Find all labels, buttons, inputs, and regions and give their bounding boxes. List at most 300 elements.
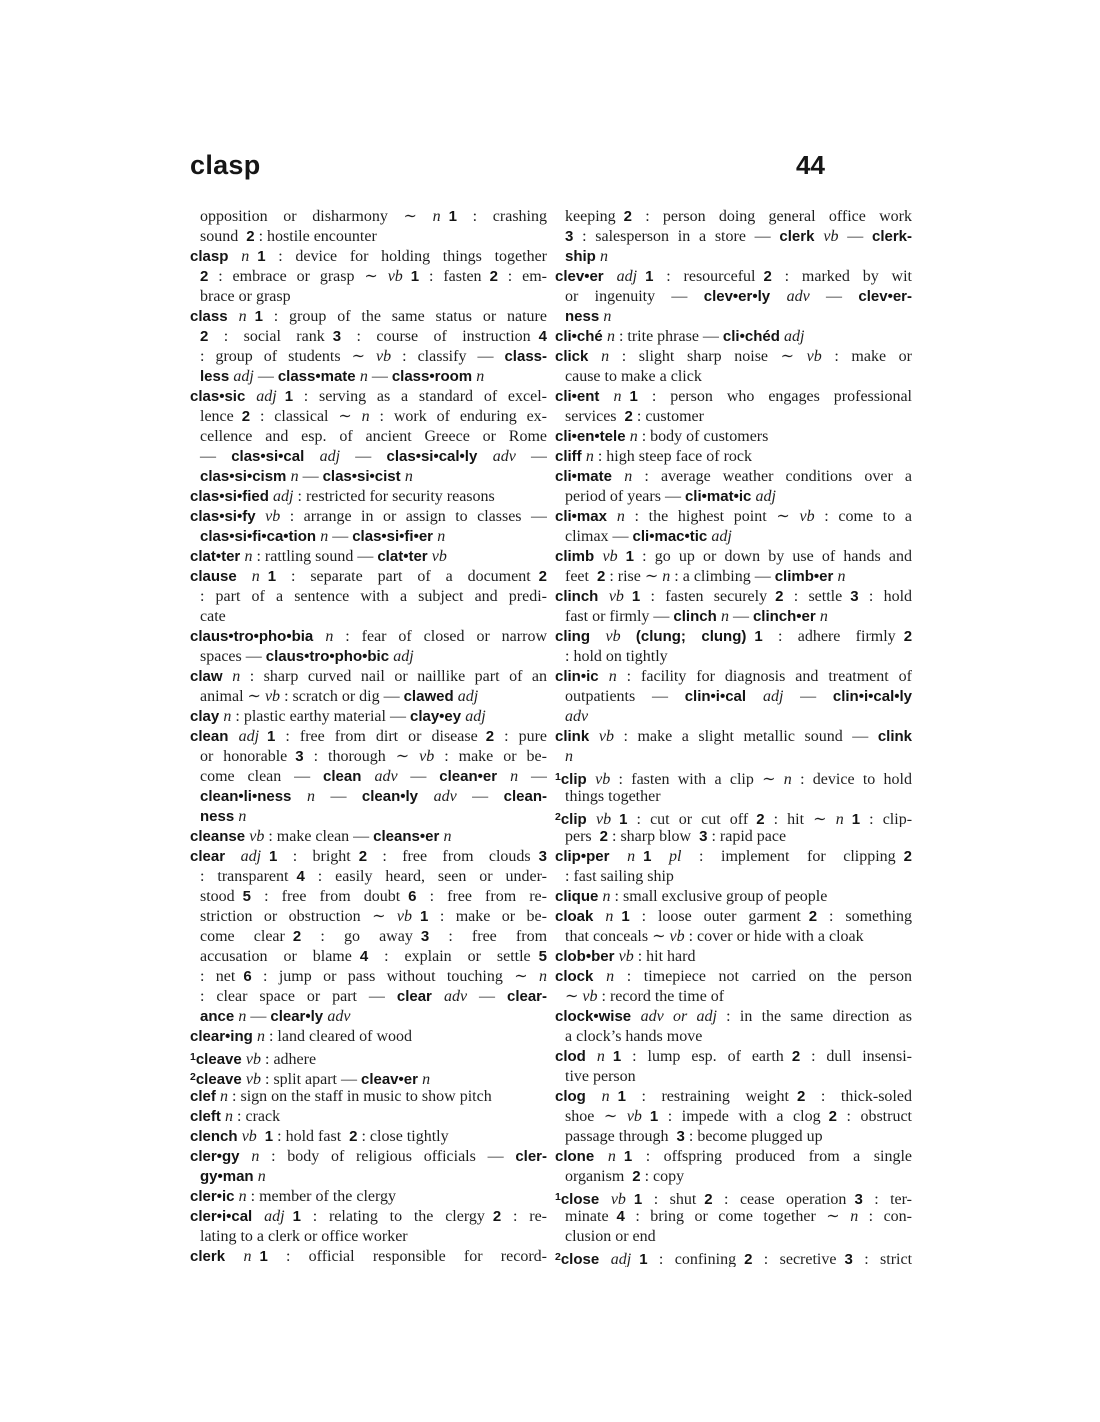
definition-text: : rise ∼ — [605, 568, 663, 585]
definition-text: organism — [565, 1168, 633, 1185]
bold-text: claus•tro•pho•bia — [190, 628, 326, 645]
pos-label: n — [238, 808, 247, 825]
definition-text — [631, 1251, 639, 1267]
bold-text: 3 — [850, 588, 859, 605]
definition-text: passage through — [565, 1128, 677, 1145]
pos-label: adv — [327, 1008, 351, 1025]
pos-label: vb — [376, 348, 392, 365]
definition-text: : bright — [277, 848, 359, 865]
definition-text: feet — [565, 568, 597, 585]
definition-text: cellence and esp. of ancient Greece or Rome — [200, 428, 547, 445]
definition-text: : hit ∼ — [764, 811, 836, 827]
pos-label: n — [232, 668, 241, 685]
dictionary-line — [555, 547, 912, 567]
dictionary-line — [190, 707, 547, 727]
dictionary-line — [555, 267, 912, 287]
definition-text: — — [397, 768, 440, 785]
definition-text: or honorable — [200, 748, 296, 765]
definition-text — [412, 908, 420, 925]
dictionary-line — [555, 787, 912, 807]
definition-text: : thick-soled — [805, 1088, 912, 1105]
pos-label: adv — [786, 288, 810, 305]
definition-text: — — [838, 228, 872, 245]
pos-label: n — [251, 1148, 260, 1165]
definition-text: services — [565, 408, 625, 425]
bold-text: 2 — [489, 268, 498, 285]
dictionary-line — [555, 227, 912, 247]
definition-text: : loose outer garment — [629, 908, 809, 925]
pos-label: adj — [264, 1208, 285, 1225]
bold-text: clear — [396, 988, 444, 1005]
dictionary-line — [555, 1187, 912, 1207]
dictionary-line — [190, 1007, 547, 1027]
bold-text: clip — [560, 771, 596, 787]
bold-text: 3 — [332, 328, 342, 345]
definition-text: : serving as a standard of excel- — [293, 388, 547, 405]
bold-text: clip•per — [555, 848, 628, 865]
bold-text: 3 — [295, 748, 304, 765]
pos-label: vb — [249, 828, 265, 845]
definition-text: : land cleared of wood — [264, 1028, 413, 1045]
definition-text: : in the same direction as — [716, 1008, 912, 1025]
bold-text: close — [560, 1251, 611, 1267]
pos-label: vb — [265, 508, 281, 525]
definition-text: : become plugged up — [684, 1128, 823, 1145]
bold-text: climb — [555, 548, 603, 565]
bold-text: 1 — [448, 208, 457, 225]
bold-text: clinch — [555, 588, 609, 605]
definition-text: : social rank — [208, 328, 333, 345]
bold-text: class — [190, 308, 239, 325]
dictionary-line — [555, 1047, 912, 1067]
bold-text: 4 — [359, 948, 369, 965]
pos-label: adj — [273, 488, 294, 505]
bold-text: ance — [200, 1008, 239, 1025]
definition-text — [277, 388, 285, 405]
bold-text: 1 — [649, 1108, 659, 1125]
dictionary-line — [555, 1147, 912, 1167]
pos-label: vb — [669, 928, 685, 945]
homograph-number: 1 — [190, 1051, 196, 1063]
dictionary-line — [555, 387, 912, 407]
pos-label: n — [359, 368, 368, 385]
pos-label: vb — [799, 508, 815, 525]
bold-text: cloak — [555, 908, 606, 925]
definition-text: : go away — [301, 928, 421, 945]
pos-label: vb — [245, 1071, 261, 1087]
definition-text — [642, 1108, 650, 1125]
pos-label: n — [241, 248, 250, 265]
dictionary-line — [190, 727, 547, 747]
bold-text: clause — [190, 568, 252, 585]
dictionary-line — [555, 707, 912, 727]
pos-label: vb — [806, 348, 822, 365]
dictionary-line — [555, 1087, 912, 1107]
dictionary-line — [555, 667, 912, 687]
bold-text: 1 — [631, 588, 641, 605]
bold-text: 1 — [269, 848, 278, 865]
bold-text: 6 — [408, 888, 417, 905]
definition-text: : marked by wit — [771, 268, 912, 285]
pos-label: adj — [319, 448, 341, 465]
definition-text — [621, 628, 636, 645]
definition-text: : clip- — [860, 811, 912, 827]
bold-text: 2 — [756, 811, 765, 827]
bold-text: clear•ing — [190, 1028, 257, 1045]
dictionary-line — [555, 767, 912, 787]
pos-label: vb — [245, 1051, 261, 1067]
dictionary-line — [555, 1067, 912, 1087]
pos-label: vb — [595, 771, 611, 787]
pos-label: vb — [605, 628, 621, 645]
dictionary-column-right — [555, 207, 912, 1267]
pos-label: adj — [465, 708, 486, 725]
pos-label: n — [662, 568, 671, 585]
bold-text: cli•ché — [555, 328, 607, 345]
definition-text: : bring or come together ∼ — [624, 1208, 851, 1225]
definition-text: brace or grasp — [200, 288, 291, 305]
definition-text: : make or be- — [428, 908, 547, 925]
pos-label: n — [624, 468, 633, 485]
pos-label: n — [606, 328, 615, 345]
definition-text: : net — [200, 968, 244, 985]
pos-label: vb — [419, 748, 435, 765]
definition-text: come clear — [200, 928, 293, 945]
definition-text: : record the time of — [597, 988, 725, 1005]
bold-text: clerk — [779, 228, 824, 245]
definition-text: : cover or hide with a cloak — [684, 928, 864, 945]
bold-text: cleans•er — [373, 828, 444, 845]
pos-label: n — [325, 628, 334, 645]
bold-text: ness — [200, 808, 239, 825]
definition-text: : the highest point ∼ — [624, 508, 800, 525]
dictionary-line — [555, 407, 912, 427]
pos-label: vb — [626, 1108, 642, 1125]
definition-text: : restraining weight — [625, 1088, 797, 1105]
bold-text: 2 — [623, 208, 632, 225]
bold-text: clean — [190, 728, 239, 745]
bold-text: cleft — [190, 1108, 226, 1125]
pos-label: adv or adj — [640, 1008, 717, 1025]
bold-text: 2 — [538, 568, 547, 585]
bold-text: clef — [190, 1088, 221, 1105]
bold-text: 1 — [629, 388, 638, 405]
definition-text: : member of the clergy — [246, 1188, 397, 1205]
definition-text: sound — [200, 228, 247, 245]
bold-text: clean•li•ness — [200, 788, 307, 805]
dictionary-line — [190, 1207, 547, 1227]
definition-text: : split apart — — [261, 1071, 361, 1087]
dictionary-line — [555, 1207, 912, 1227]
bold-text: cli•chéd — [722, 328, 785, 345]
pos-label: n — [225, 1108, 234, 1125]
definition-text: : come to a — [814, 508, 912, 525]
definition-text: accusation or blame — [200, 948, 360, 965]
dictionary-line — [555, 1027, 912, 1047]
bold-text: cli•mat•ic — [684, 488, 756, 505]
definition-text — [618, 548, 626, 565]
bold-text: clean•er — [439, 768, 511, 785]
definition-text: : go up or down by use of hands and — [633, 548, 912, 565]
dictionary-line — [190, 207, 547, 227]
bold-text: 3 — [538, 848, 547, 865]
dictionary-line — [190, 1187, 547, 1207]
dictionary-line — [190, 287, 547, 307]
definition-text — [261, 848, 269, 865]
definition-text — [616, 1148, 624, 1165]
definition-text: : person who engages professional — [637, 388, 912, 405]
bold-text: clay — [190, 708, 224, 725]
bold-text: clas•si•cal•ly — [386, 448, 493, 465]
definition-text: things together — [565, 788, 661, 805]
definition-text: spaces — — [200, 648, 266, 665]
bold-text: clasp — [190, 248, 242, 265]
bold-text: clone — [555, 1148, 608, 1165]
page-number: 44 — [796, 150, 825, 180]
pos-label: n — [432, 208, 441, 225]
dictionary-line — [190, 427, 547, 447]
pos-label: vb — [264, 688, 281, 705]
definition-text: : obstruct — [836, 1108, 912, 1125]
pos-label: n — [443, 828, 452, 845]
pos-label: vb — [610, 1191, 626, 1207]
dictionary-line — [555, 1127, 912, 1147]
definition-text: : fear of closed or narrow — [333, 628, 547, 645]
definition-text: : free from — [429, 928, 547, 945]
definition-text: : hold — [858, 588, 912, 605]
dictionary-line — [555, 287, 912, 307]
bold-text: clay•ey — [409, 708, 466, 725]
bold-text: close — [560, 1191, 611, 1207]
dictionary-line — [555, 447, 912, 467]
definition-text: : salesperson in a store — — [573, 228, 780, 245]
bold-text: clerk — [190, 1248, 244, 1265]
definition-text: : classical ∼ — [250, 408, 362, 425]
definition-text: : lump esp. of earth — [621, 1048, 792, 1065]
dictionary-line — [555, 507, 912, 527]
definition-text: lating to a clerk or office worker — [200, 1228, 408, 1245]
pos-label: adv — [374, 768, 398, 785]
bold-text: clas•si•cal — [231, 448, 320, 465]
dictionary-line — [555, 927, 912, 947]
definition-text — [611, 811, 619, 827]
pos-label: n — [220, 1088, 229, 1105]
pos-label: adj — [457, 688, 479, 705]
definition-text: fast or firmly — — [565, 608, 674, 625]
pos-label: adv — [433, 788, 457, 805]
definition-text: : strict — [852, 1251, 912, 1267]
bold-text: clear•ly — [270, 1008, 328, 1025]
definition-text: : ter- — [862, 1191, 912, 1207]
pos-label: n — [601, 1088, 610, 1105]
definition-text: : course of instruction — [341, 328, 539, 345]
definition-text: tive person — [565, 1068, 636, 1085]
dictionary-line — [555, 567, 912, 587]
pos-label: n — [606, 968, 615, 985]
definition-text: : free from dirt or disease — [275, 728, 486, 745]
dictionary-line — [190, 1027, 547, 1047]
pos-label: vb — [823, 228, 839, 245]
definition-text: : transparent — [200, 868, 297, 885]
bold-text: clas•sic — [190, 388, 257, 405]
pos-label: n — [539, 968, 547, 985]
pos-label: n — [605, 908, 614, 925]
bold-text: 3 — [565, 228, 574, 245]
definition-text: cate — [200, 608, 226, 625]
definition-text: : customer — [632, 408, 704, 425]
definition-text: : person doing general office work — [632, 208, 912, 225]
bold-text: clip — [560, 811, 596, 827]
pos-label: n — [608, 668, 617, 685]
pos-label: n — [720, 608, 729, 625]
pos-label: n — [601, 348, 610, 365]
bold-text: 1 — [617, 1088, 626, 1105]
bold-text: 2 — [828, 1108, 837, 1125]
definition-text: : re- — [501, 1208, 547, 1225]
dictionary-line — [555, 1007, 912, 1027]
definition-text: : rattling sound — — [252, 548, 378, 565]
bold-text: clique — [555, 888, 603, 905]
definition-text — [285, 1208, 293, 1225]
bold-text: 1 — [621, 908, 630, 925]
bold-text: clin•i•cal — [684, 688, 763, 705]
bold-text: cler•ic — [190, 1188, 239, 1205]
dictionary-line — [555, 427, 912, 447]
dictionary-line — [555, 627, 912, 647]
bold-text: 2 — [596, 568, 606, 585]
definition-text: : rapid pace — [707, 828, 787, 845]
bold-text: clean — [323, 768, 375, 785]
dictionary-line — [190, 767, 547, 787]
dictionary-line — [190, 667, 547, 687]
bold-text: cler•gy — [190, 1148, 252, 1165]
bold-text: 4 — [616, 1208, 625, 1225]
bold-text: clink — [877, 728, 912, 745]
definition-text: : close tightly — [357, 1128, 449, 1145]
definition-text: : make a slight metallic sound — — [614, 728, 878, 745]
bold-text: 2 — [292, 928, 302, 945]
bold-text: clear — [190, 848, 241, 865]
dictionary-line — [190, 567, 547, 587]
definition-text: : jump or pass without touching ∼ — [251, 968, 539, 985]
bold-text: (clung; clung) — [635, 628, 747, 645]
bold-text: 3 — [676, 1128, 685, 1145]
bold-text: clawed — [403, 688, 458, 705]
bold-text: 1 — [645, 268, 654, 285]
pos-label: n — [238, 1008, 247, 1025]
bold-text: 2 — [485, 728, 495, 745]
dictionary-line — [555, 887, 912, 907]
dictionary-line — [190, 307, 547, 327]
definition-text: : settle — [783, 588, 851, 605]
definition-text: : crack — [233, 1108, 281, 1125]
pos-label: n — [361, 408, 370, 425]
definition-text: — — [328, 528, 353, 545]
bold-text: class•mate — [277, 368, 360, 385]
pos-label: adv — [492, 448, 516, 465]
bold-text: cli•mate — [555, 468, 625, 485]
bold-text: 3 — [420, 928, 430, 945]
pos-label: n — [238, 308, 247, 325]
pos-label: adj — [240, 848, 262, 865]
bold-text: cler•i•cal — [190, 1208, 265, 1225]
definition-text: or ingenuity — — [565, 288, 704, 305]
bold-text: clev•er — [555, 268, 617, 285]
pos-label: n — [290, 468, 299, 485]
bold-text: ship — [565, 248, 601, 265]
dictionary-line — [190, 607, 547, 627]
bold-text: 1 — [292, 1208, 301, 1225]
dictionary-line — [555, 907, 912, 927]
bold-text: clench — [190, 1128, 242, 1145]
definition-text: : hold on tightly — [565, 648, 668, 665]
definition-text — [247, 308, 255, 325]
pos-label: n — [819, 608, 828, 625]
definition-text — [441, 208, 449, 225]
dictionary-line — [555, 1167, 912, 1187]
dictionary-line — [190, 367, 547, 387]
definition-text: : slight sharp noise ∼ — [609, 348, 807, 365]
definition-text: : implement for clipping — [681, 848, 904, 865]
bold-text: 2 — [704, 1191, 713, 1207]
dictionary-line — [190, 887, 547, 907]
definition-text: : pure — [494, 728, 547, 745]
pos-label: n — [613, 388, 622, 405]
definition-text: : high steep face of rock — [593, 448, 752, 465]
pos-label: vb — [387, 268, 403, 285]
dictionary-line — [190, 947, 547, 967]
pos-label: vb — [582, 988, 598, 1005]
pos-label: vb — [618, 948, 634, 965]
dictionary-line — [190, 387, 547, 407]
pos-label: adj — [256, 388, 277, 405]
bold-text: 1 — [754, 628, 763, 645]
bold-text: cler- — [515, 1148, 547, 1165]
dictionary-line — [555, 1107, 912, 1127]
bold-text: 1 — [851, 811, 861, 827]
definition-text: : free from clouds — [367, 848, 539, 865]
definition-text: come clean — — [200, 768, 324, 785]
dictionary-line — [555, 307, 912, 327]
definition-text: : device for holding things together — [265, 248, 547, 265]
dictionary-line — [555, 847, 912, 867]
pos-label: n — [251, 568, 260, 585]
dictionary-line — [190, 1247, 547, 1267]
definition-text: — — [367, 368, 392, 385]
pos-label: vb — [608, 588, 624, 605]
bold-text: 1 — [639, 1251, 648, 1267]
dictionary-line — [555, 467, 912, 487]
definition-text: — — [456, 788, 504, 805]
page-header — [190, 150, 916, 186]
dictionary-line — [555, 947, 912, 967]
dictionary-line — [190, 547, 547, 567]
definition-text: lence — [200, 408, 242, 425]
definition-text: : embrace or grasp ∼ — [208, 268, 388, 285]
pos-label: adj — [233, 368, 254, 385]
pos-label: adj — [755, 488, 776, 505]
pos-label: pl — [669, 848, 682, 865]
bold-text: 1 — [254, 308, 263, 325]
pos-label: adj — [616, 268, 638, 285]
definition-text: : hold fast — [273, 1128, 350, 1145]
bold-text: cleav•er — [360, 1071, 423, 1087]
bold-text: clock•wise — [555, 1008, 641, 1025]
pos-label: n — [616, 508, 625, 525]
bold-text: 1 — [612, 1048, 622, 1065]
definition-text: : adhere — [261, 1051, 317, 1067]
bold-text: 2 — [791, 1048, 801, 1065]
